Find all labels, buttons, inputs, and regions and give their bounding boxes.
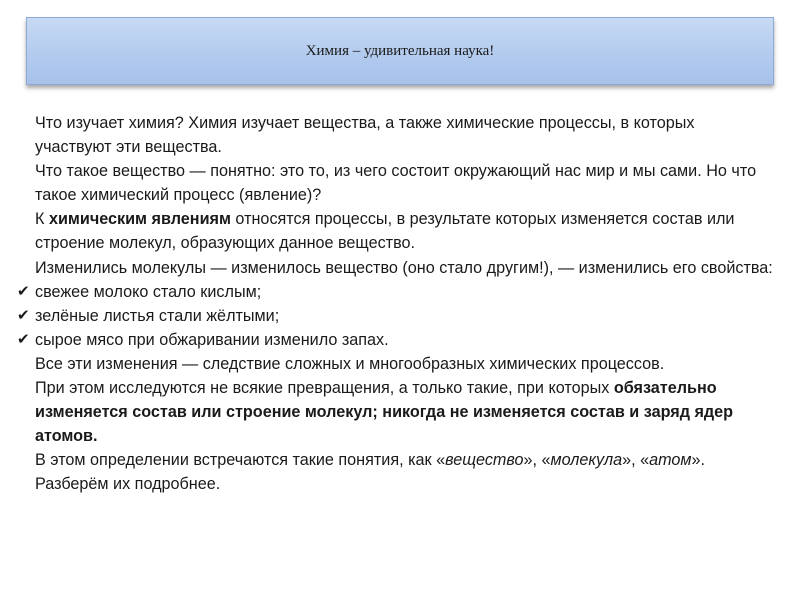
- text-segment: », «: [622, 451, 650, 470]
- bold-term-chemical-phenomena: химическим явлениям: [48, 210, 231, 229]
- text-segment: При этом исследуются не всякие превращения, а только такие, при которых: [35, 379, 614, 398]
- slide-title: Химия – удивительная наука!: [305, 42, 495, 59]
- text-segment: », «: [523, 451, 551, 470]
- list-item: [17, 304, 775, 328]
- checkmark-icon: ✔: [17, 330, 30, 348]
- paragraph-what-chemistry-studies: Что изучает химия? Химия изучает вещества, а также химические процессы, в которых участвуют эти вещества.: [35, 114, 695, 157]
- paragraph-molecules-changed: Изменились молекулы — изменилось вещество (оно стало другим!), — изменились его свойства:: [35, 258, 773, 277]
- checkmark-icon: ✔: [17, 306, 30, 324]
- list-item-text: зелёные листья стали жёлтыми;: [35, 306, 280, 325]
- text-segment: В этом определении встречаются такие понятия, как «: [35, 451, 446, 470]
- paragraph-chemical-phenomena: [35, 207, 775, 255]
- checkmark-icon: ✔: [17, 282, 30, 300]
- bold-definition: обязательно изменяется состав или строение молекул; никогда не изменяется состав и заряд ядер атомов.: [35, 379, 734, 446]
- list-item-text: свежее молоко стало кислым;: [35, 282, 262, 301]
- text-segment: относятся процессы, в результате которых изменяется состав или строение молекул, образующих данное вещество.: [35, 210, 735, 253]
- list-item: [17, 328, 775, 352]
- title-banner: [26, 17, 774, 85]
- term-atom: атом: [649, 451, 692, 470]
- paragraph-consequence: Все эти изменения — следствие сложных и многообразных химических процессов.: [35, 354, 665, 373]
- paragraph-transformations: [35, 376, 775, 448]
- term-substance: вещество: [445, 451, 524, 470]
- paragraph-what-is-substance: Что такое вещество — понятно: это то, из чего состоит окружающий нас мир и мы сами. Но что такое химический процесс (явление)?: [35, 162, 757, 205]
- term-molecule: молекула: [550, 451, 623, 470]
- content-body: [17, 111, 775, 497]
- text-segment: К: [35, 210, 49, 229]
- list-item: [17, 280, 775, 304]
- list-item-text: сырое мясо при обжаривании изменило запах.: [35, 330, 389, 349]
- paragraph-concepts: [35, 448, 775, 496]
- text-segment: ». Разберём их подробнее.: [35, 451, 706, 494]
